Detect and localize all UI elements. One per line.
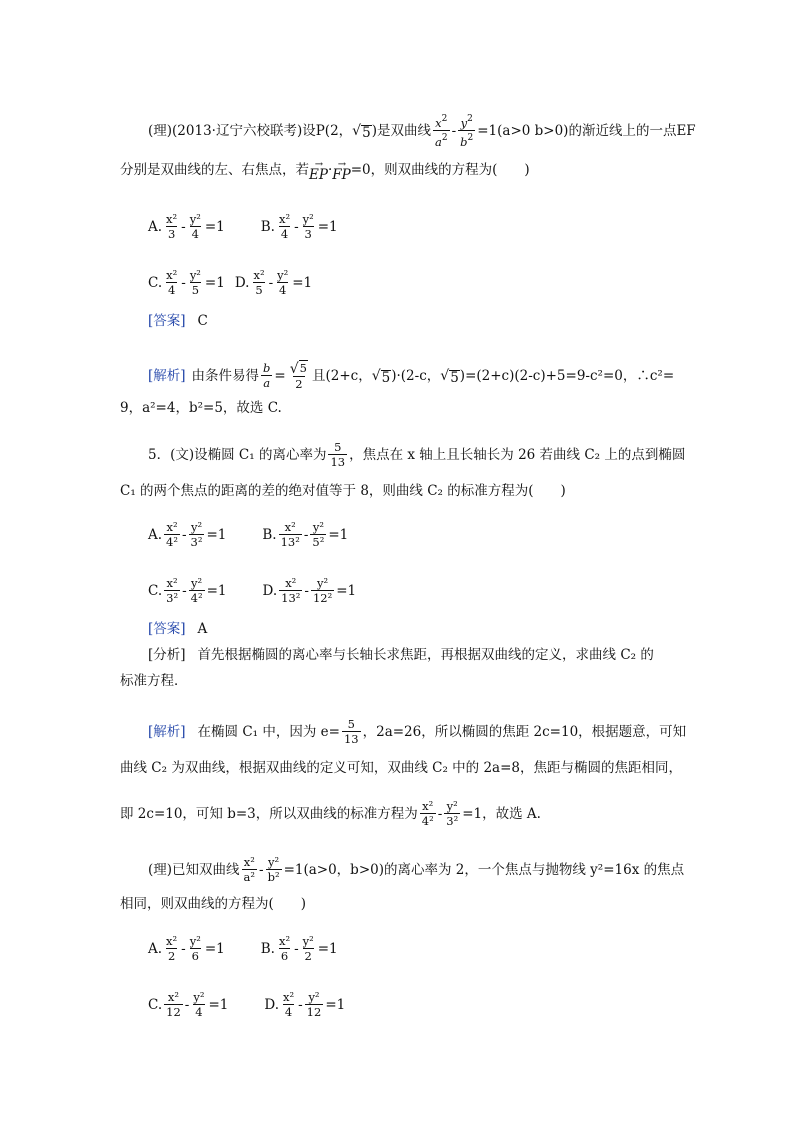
q1-frac-ba: $\frac{b}{a}$ — [263, 361, 271, 390]
q5-jiexi-line2: 曲线 C₂ 为双曲线，根据双曲线的定义可知，双曲线 C₂ 中的 2a=8，焦距与椭圆的焦距相同， — [120, 760, 682, 776]
q1-point-a: P(2， — [315, 122, 353, 139]
q5-option-d[interactable]: D. $\frac{\text{x²}}{\text{13²}}$ - $\frac{\text{y²}}{\text{12²}}$ =1 — [262, 576, 357, 605]
fenxi-tag: [分析] — [148, 647, 186, 663]
q5-analysis-line1: [分析] 首先根据椭圆的离心率与长轴长求焦距，再根据双曲线的定义，求曲线 C₂ 的 — [148, 647, 654, 663]
q5-option-a[interactable]: A. $\frac{\text{x²}}{\text{4²}}$ - $\frac{\text{y²}}{\text{3²}}$ =1 — [148, 520, 227, 549]
answer-tag: [答案] — [148, 313, 186, 329]
q6-line2: 相同，则双曲线的方程为( ) — [120, 896, 307, 912]
q5-line1 — [148, 440, 685, 469]
q1-options-row2 — [148, 268, 348, 297]
q5-line2: C₁ 的两个焦点的距离的差的绝对值等于 8，则曲线 C₂ 的标准方程为( ) — [120, 483, 566, 499]
q1-option-a[interactable]: A. $\frac{\text{x²}}{3}$ - $\frac{\text{y²}}{4}$ =1 — [148, 212, 225, 241]
q5-answer-value: A — [197, 621, 208, 637]
q1-eq-rest: =1(a>0 b>0)的渐近线上的一点EF — [477, 122, 696, 139]
q5-jiexi-line3: 即 2c=10，可知 b=3，所以双曲线的标准方程为 $\frac{\text{x²}}{\text{4²}}$ - $\frac{\text{y²}}{\text{3²}}$ =1，故选 A. — [120, 799, 541, 828]
q1-analysis-d: )=(2+c)(2-c)+5=9-c²=0，∴c²= — [459, 367, 675, 384]
analysis-tag: [解析] — [148, 367, 186, 384]
q6-line1: (理)已知双曲线 $\frac{\text{x²}}{\text{a²}}$ - $\frac{\text{y²}}{\text{b²}}$ =1(a>0，b>0)的离心率为 2，一个焦点与抛物线 y²=16x 的焦点 — [148, 855, 685, 884]
q5-options-row2 — [148, 576, 392, 605]
q5-option-b[interactable]: B. $\frac{\text{x²}}{\text{13²}}$ - $\frac{\text{y²}}{\text{5²}}$ =1 — [262, 520, 349, 549]
q1-option-b[interactable]: B. $\frac{\text{x²}}{4}$ - $\frac{\text{y²}}{3}$ =1 — [260, 212, 338, 241]
q1-frac-sqrt5-2: √ 5 2 — [289, 361, 307, 391]
q5-analysis-line2: 标准方程． — [120, 673, 188, 689]
q5-option-c[interactable]: C. $\frac{\text{x²}}{\text{3²}}$ - $\frac{\text{y²}}{\text{4²}}$ =1 — [148, 576, 227, 605]
q6-options-row1 — [148, 934, 374, 963]
q1-line1: (理)(2013·辽宁六校联考)设 P(2， √ 5 )是双曲线 $\frac{x^2}{a^2}$ - $\frac{y^2}{b^2}$ =1(a>0 b>0)的渐近线上的一点EF — [148, 114, 696, 149]
q1-sqrt: √ 5 — [352, 122, 371, 141]
q1-line2: 分别是双曲线的左、右焦点，若 → EP · → FP =0，则双曲线的方程为( ) — [120, 159, 530, 183]
q1-prefix: (理)(2013·辽宁六校联考)设 — [148, 122, 316, 139]
q5-answer-line — [148, 619, 207, 639]
q5-options-row1 — [148, 520, 384, 549]
q1-option-d[interactable]: D. $\frac{\text{x²}}{5}$ - $\frac{\text{y²}}{4}$ =1 — [234, 268, 313, 297]
jiexi-tag: [解析] — [148, 723, 186, 740]
q1-answer-value: C — [197, 313, 208, 329]
q5-line1-a: 5．(文)设椭圆 C₁ 的离心率为 — [148, 446, 327, 463]
q6-option-d[interactable]: D. $\frac{\text{x²}}{4}$ - $\frac{\text{y²}}{12}$ =1 — [264, 990, 346, 1019]
q6-options-row2 — [148, 990, 381, 1019]
answer-tag: [答案] — [148, 621, 186, 637]
q1-options-row1 — [148, 212, 374, 241]
q1-point-b: )是双曲线 — [371, 122, 431, 139]
q1-analysis-b: 且(2+c， — [311, 367, 372, 384]
q6-option-b[interactable]: B. $\frac{\text{x²}}{6}$ - $\frac{\text{y²}}{2}$ =1 — [260, 934, 338, 963]
q1-line2-b: =0，则双曲线的方程为( ) — [350, 162, 530, 178]
q1-frac-y: $\frac{y^2}{b^2}$ — [460, 114, 474, 149]
q1-analysis-a: 由条件易得 — [191, 367, 260, 384]
q1-option-c[interactable]: C. $\frac{\text{x²}}{4}$ - $\frac{\text{y²}}{5}$ =1 — [148, 268, 225, 297]
q5-frac-e: $\frac{5}{13}$ — [330, 440, 346, 469]
q5-jiexi-line1: [解析] 在椭圆 C₁ 中，因为 e= $\frac{5}{13}$ ，2a=26，所以椭圆的焦距 2c=10，根据题意，可知 — [148, 717, 687, 746]
q1-answer-line — [148, 311, 208, 331]
q1-frac-x: $\frac{x^2}{a^2}$ — [434, 114, 448, 149]
q1-analysis-line1: [解析] 由条件易得 $\frac{b}{a}$ = √ 5 2 且(2+c， √ 5 )·(2-c， √ 5 )=(2+c)(2-c)+5=9-c²=0，∴c²= — [148, 361, 675, 391]
q5-jiexi-frac-e: $\frac{5}{13}$ — [343, 717, 359, 746]
q1-line2-a: 分别是双曲线的左、右焦点，若 — [120, 162, 309, 178]
q1-analysis-line2: 9，a²=4，b²=5，故选 C. — [120, 400, 282, 416]
q6-option-a[interactable]: A. $\frac{\text{x²}}{2}$ - $\frac{\text{y²}}{6}$ =1 — [148, 934, 225, 963]
q1-vector-fp: → FP — [332, 159, 351, 183]
q5-line1-b: ，焦点在 x 轴上且长轴长为 26 若曲线 C₂ 上的点到椭圆 — [349, 446, 686, 463]
q6-option-c[interactable]: C. $\frac{\text{x²}}{12}$ - $\frac{\text{y²}}{4}$ =1 — [148, 990, 229, 1019]
q1-analysis-c: )·(2-c， — [391, 367, 441, 384]
q1-vector-ep: → EP — [309, 159, 328, 183]
